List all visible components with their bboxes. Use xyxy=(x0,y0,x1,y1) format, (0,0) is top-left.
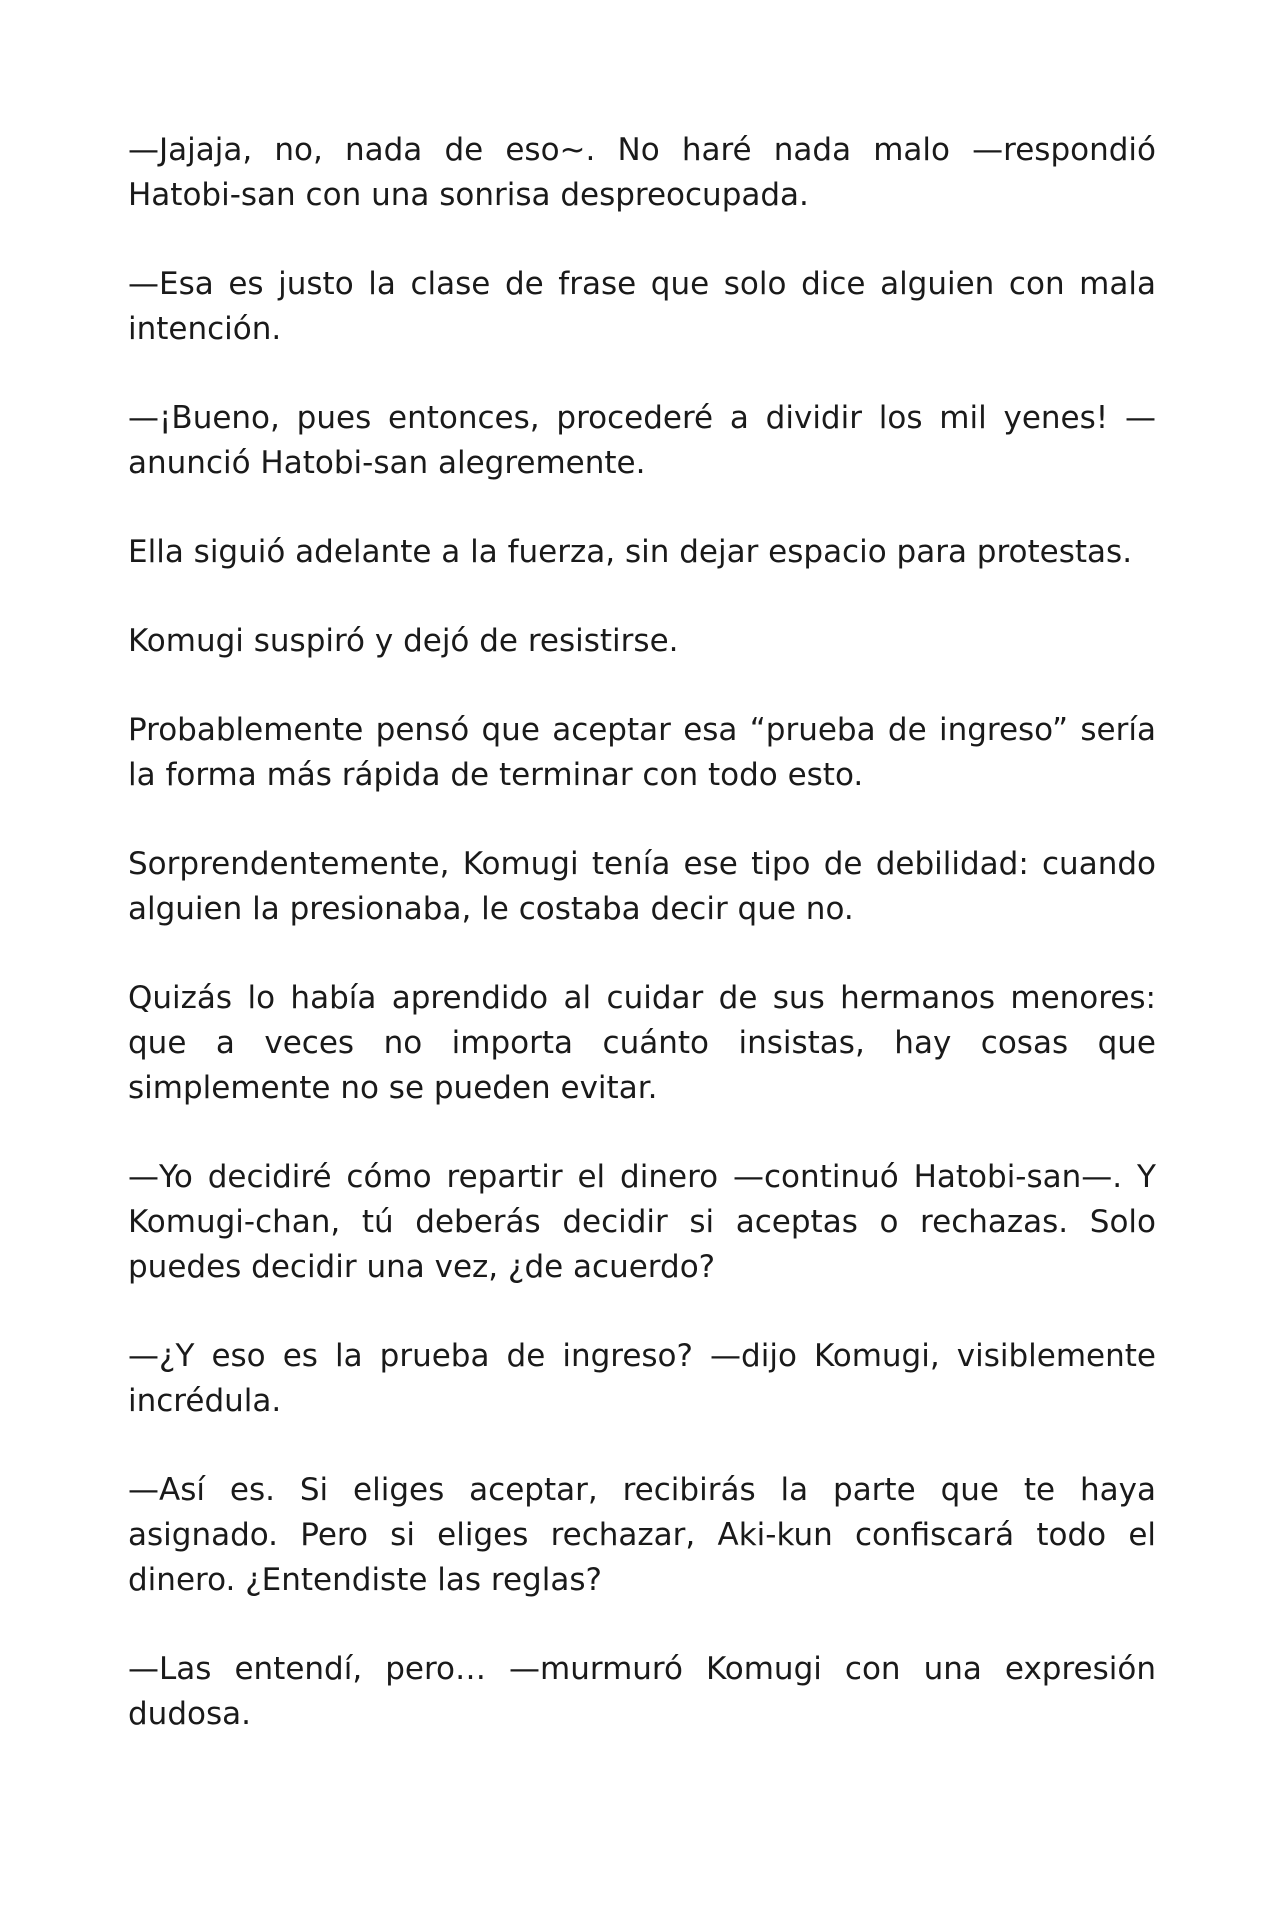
paragraph-5: Komugi suspiró y dejó de resistirse. xyxy=(128,623,679,659)
paragraph-1: —Jajaja, no, nada de eso~. No haré nada malo —respondió Hatobi-san con una sonrisa despreocupada. xyxy=(128,132,1156,213)
paragraph-7: Sorprendentemente, Komugi tenía ese tipo de debilidad: cuando alguien la presionaba, le costaba decir que no. xyxy=(128,846,1156,927)
paragraph-8: Quizás lo había aprendido al cuidar de sus hermanos menores: que a veces no importa cuánto insistas, hay cosas que simplemente no se pueden evitar. xyxy=(128,980,1156,1106)
paragraph-9: —Yo decidiré cómo repartir el dinero —continuó Hatobi-san—. Y Komugi-chan, tú deberás decidir si aceptas o rechazas. Solo puedes decidir una vez, ¿de acuerdo? xyxy=(128,1159,1156,1285)
paragraph-3: —¡Bueno, pues entonces, procederé a dividir los mil yenes! —anunció Hatobi-san alegremente. xyxy=(128,400,1156,481)
paragraph-10: —¿Y eso es la prueba de ingreso? —dijo Komugi, visiblemente incrédula. xyxy=(128,1338,1156,1419)
paragraph-2: —Esa es justo la clase de frase que solo dice alguien con mala intención. xyxy=(128,266,1156,347)
paragraph-11: —Así es. Si eliges aceptar, recibirás la parte que te haya asignado. Pero si eliges rechazar, Aki-kun confiscará todo el dinero. ¿Entendiste las reglas? xyxy=(128,1472,1156,1598)
document-page xyxy=(128,128,1156,1737)
paragraph-12: —Las entendí, pero… —murmuró Komugi con una expresión dudosa. xyxy=(128,1651,1156,1732)
paragraph-6: Probablemente pensó que aceptar esa “prueba de ingreso” sería la forma más rápida de terminar con todo esto. xyxy=(128,712,1156,793)
paragraph-4: Ella siguió adelante a la fuerza, sin dejar espacio para protestas. xyxy=(128,534,1133,570)
